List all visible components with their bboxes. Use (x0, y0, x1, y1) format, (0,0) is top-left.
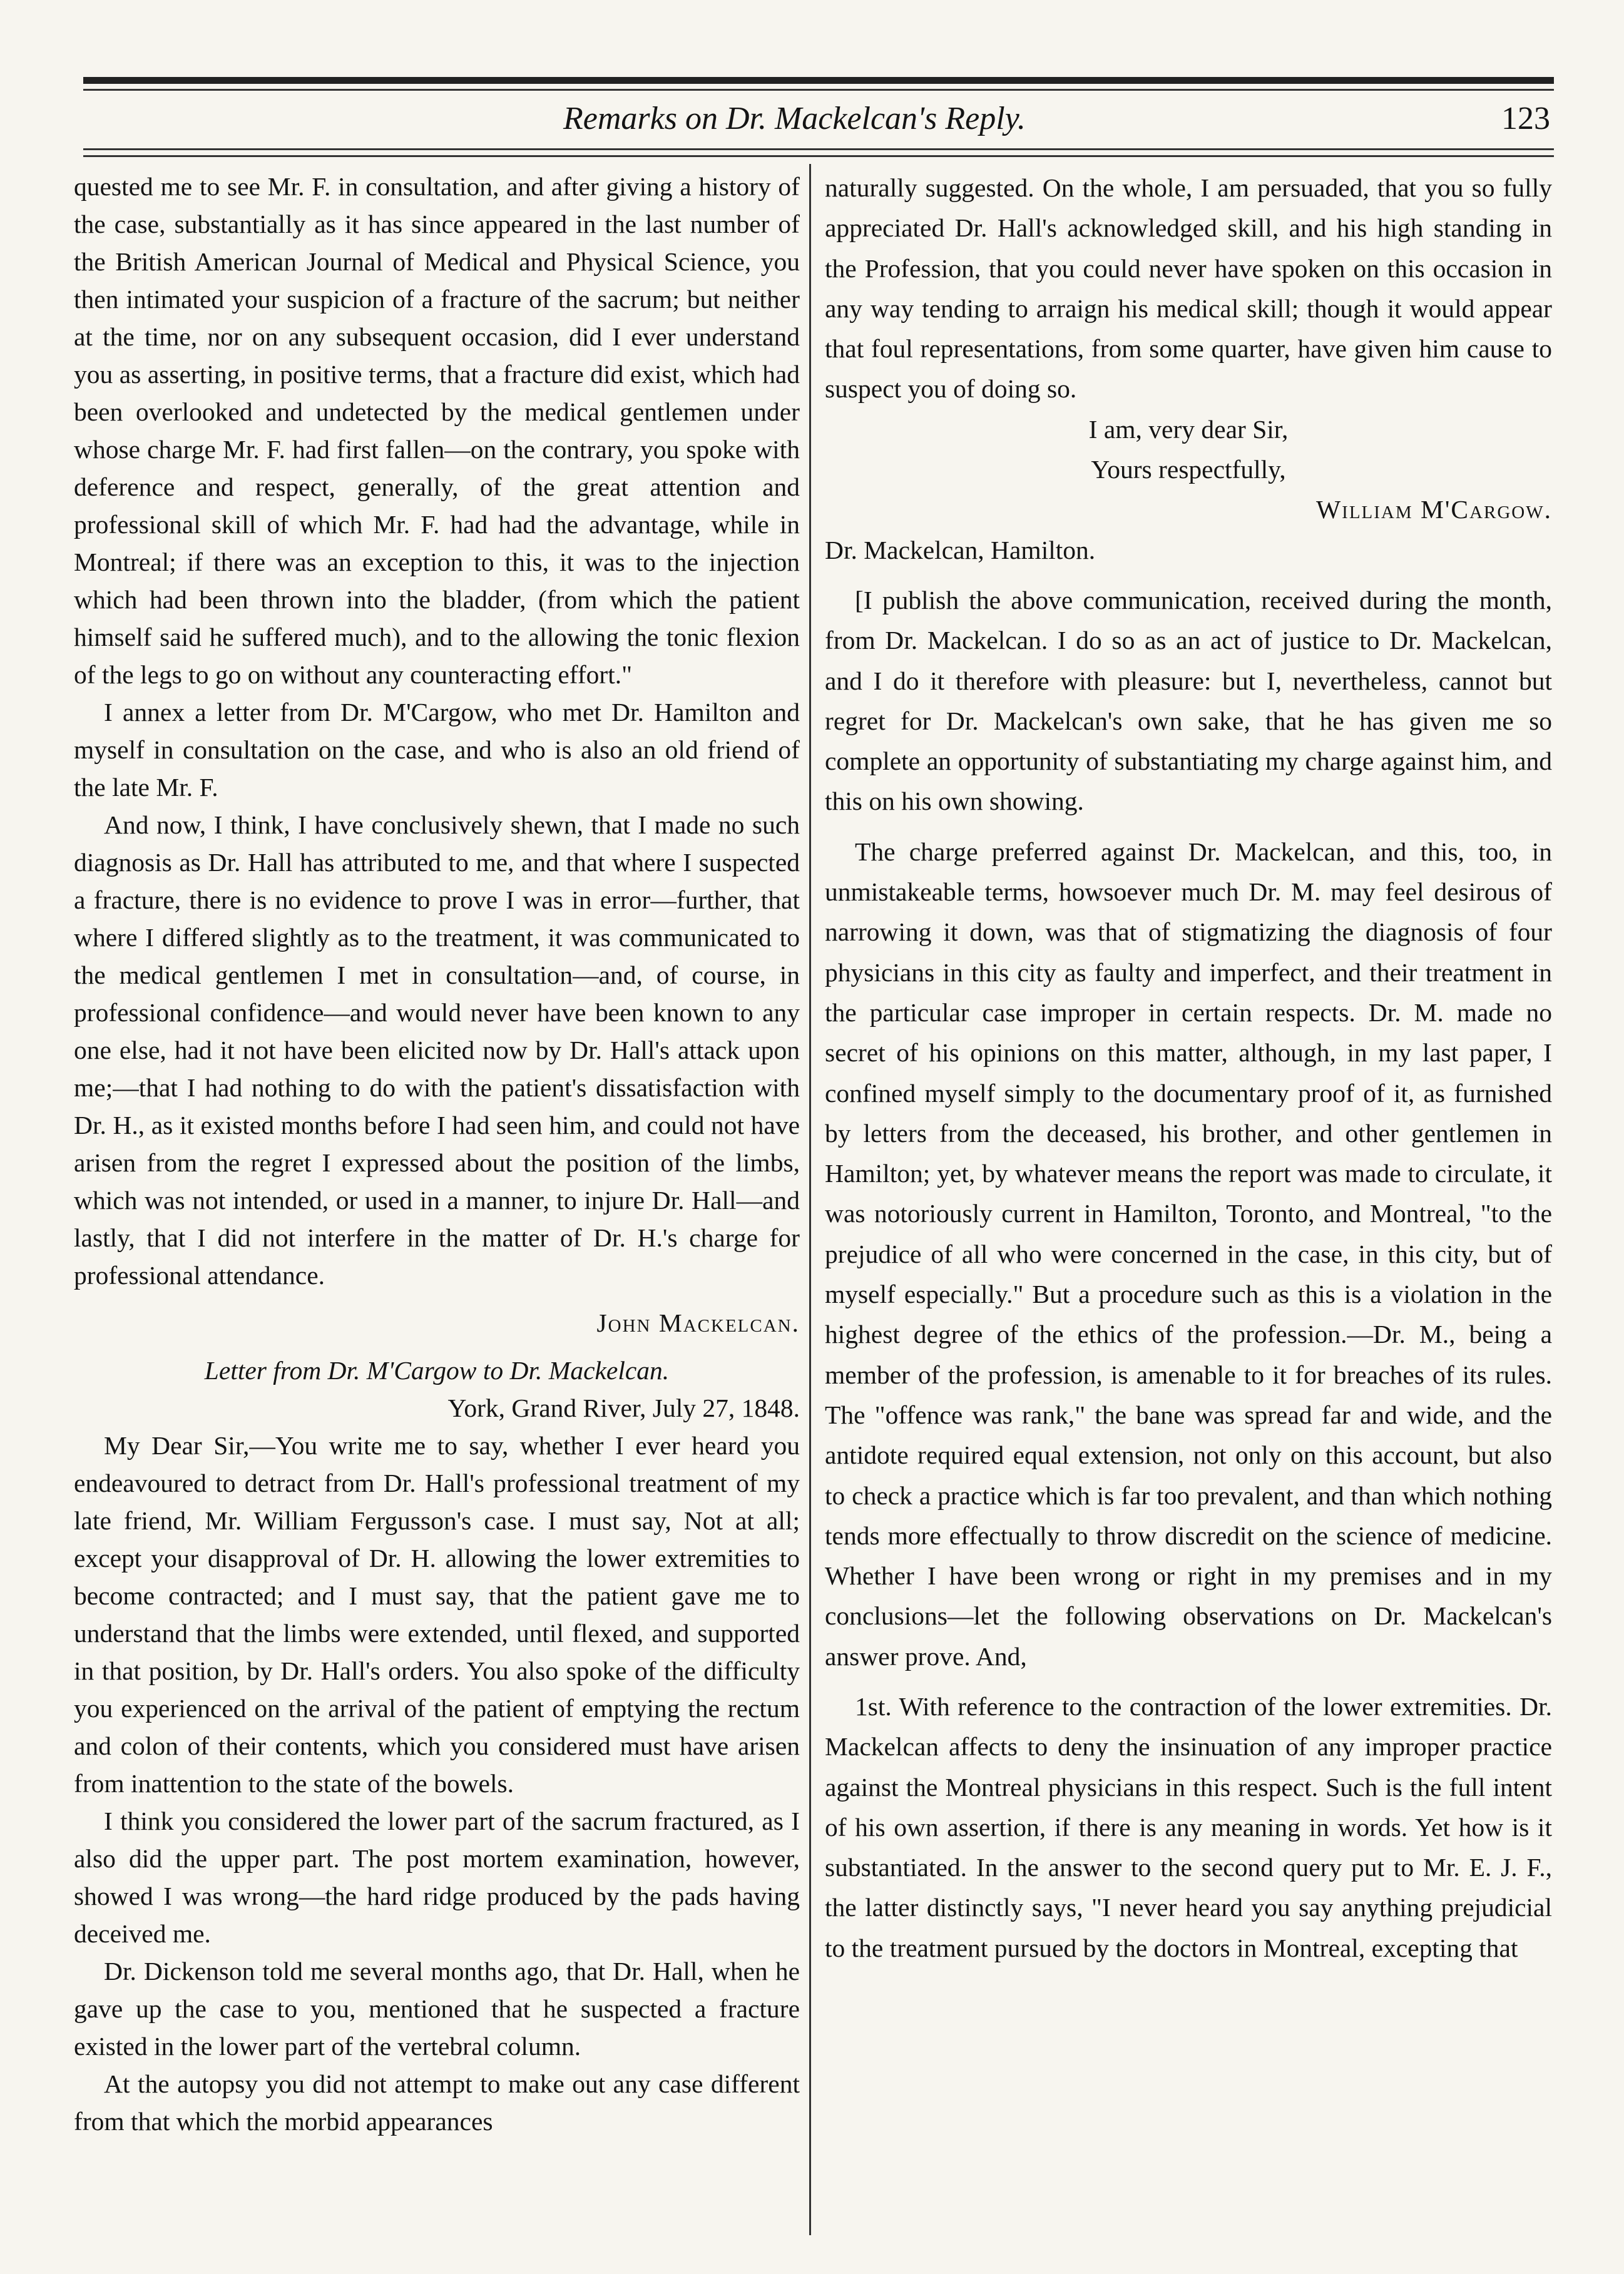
running-header (0, 94, 1624, 144)
paragraph: I annex a letter from Dr. M'Cargow, who met Dr. Hamilton and myself in consultation on the case, and who is also an old friend of the late Mr. F. (74, 698, 800, 802)
paragraph: At the autopsy you did not attempt to make out any case different from that which the morbid appearances (74, 2069, 800, 2136)
signature-mccargow: William M'Cargow. (1316, 495, 1552, 524)
paragraph: naturally suggested. On the whole, I am persuaded, that you so fully appreciated Dr. Hall's acknowledged skill, and his high standing in the Profession, that you could never have spoken on this occasion in any way tending to arraign his medical skill; though it would appear that foul representations, from some quarter, have given him cause to suspect you of doing so. (825, 173, 1552, 404)
header-rule-bottom-second (83, 155, 1554, 157)
letter-heading: Letter from Dr. M'Cargow to Dr. Mackelcan. (204, 1356, 670, 1385)
left-column (74, 168, 800, 2245)
closing-line: I am, very dear Sir, (1088, 414, 1289, 444)
header-rule-top (83, 77, 1554, 84)
column-divider (809, 164, 811, 2235)
letter-dateline: York, Grand River, July 27, 1848. (447, 1394, 800, 1422)
header-rule-bottom (83, 148, 1554, 150)
closing-line: Yours respectfully, (1091, 455, 1286, 484)
paragraph: Dr. Dickenson told me several months ago, that Dr. Hall, when he gave up the case to you, mentioned that he suspected a fracture existed in the lower part of the vertebral column. (74, 1957, 800, 2061)
paragraph: And now, I think, I have conclusively shewn, that I made no such diagnosis as Dr. Hall has attributed to me, and that where I suspected a fracture, there is no evidence to prove I was in error—further, that where I differed slightly as to the treatment, it was communicated to the medical gentlemen I met in consultation—and, of course, in professional confidence—and would never have been known to any one else, had it not have been elicited now by Dr. Hall's attack upon me;—that I had nothing to do with the patient's dissatisfaction with Dr. H., as it existed months before I had seen him, and could not have arisen from the regret I expressed about the position of the limbs, which was not intended, or used in a manner, to injure Dr. Hall—and lastly, that I did not interfere in the matter of Dr. H.'s charge for professional attendance. (74, 810, 800, 1290)
paragraph: I think you considered the lower part of the sacrum fractured, as I also did the upper part. The post mortem examination, however, showed I was wrong—the hard ridge produced by the pads having deceived me. (74, 1807, 800, 1948)
paragraph: My Dear Sir,—You write me to say, whether I ever heard you endeavoured to detract from Dr. Hall's professional treatment of my late friend, Mr. William Fergusson's case. I must say, Not at all; except your disapproval of Dr. H. allowing the lower extremities to become contracted; and I must say, that the patient gave me to understand that the limbs were extended, until flexed, and supported in that position, by Dr. Hall's orders. You also spoke of the difficulty you experienced on the arrival of the patient of emptying the rectum and colon of their contents, which you considered must have arisen from inattention to the state of the bowels. (74, 1431, 800, 1798)
running-title: Remarks on Dr. Mackelcan's Reply. (563, 101, 1026, 136)
right-column (825, 168, 1552, 2245)
paragraph: quested me to see Mr. F. in consultation, and after giving a history of the case, substantially as it has since appeared in the last number of the British American Journal of Medical and Physical Science, you then intimated your suspicion of a fracture of the sacrum; but neither at the time, nor on any subsequent occasion, did I ever understand you as asserting, in positive terms, that a fracture did exist, which had been overlooked and undetected by the medical gentlemen under whose charge Mr. F. had first fallen—on the contrary, you spoke with deference and respect, generally, of the great attention and professional skill of which Mr. F. had had the advantage, while in Montreal; if there was an exception to this, it was to the injection which had been thrown into the bladder, (from which the patient himself said he suffered much), and to the allowing the tonic flexion of the legs to go on without any counteracting effort." (74, 172, 800, 689)
signature-mackelcan: John Mackelcan. (596, 1308, 800, 1337)
paragraph: 1st. With reference to the contraction of the lower extremities. Dr. Mackelcan affects to deny the insinuation of any improper practice against the Montreal physicians in this respect. Such is the full intent of his own assertion, if there is any meaning in words. Yet how is it substantiated. In the answer to the second query put to Mr. E. J. F., the latter distinctly says, "I never heard you say anything prejudicial to the treatment pursued by the doctors in Montreal, excepting that (825, 1691, 1552, 1962)
page-number: 123 (1501, 101, 1550, 136)
addressee: Dr. Mackelcan, Hamilton. (825, 535, 1096, 564)
header-rule-top-thin (83, 89, 1554, 91)
paragraph: [I publish the above communication, received during the month, from Dr. Mackelcan. I do so as an act of justice to Dr. Mackelcan, and I do it therefore with pleasure: but I, nevertheless, cannot but regret for Dr. Mackelcan's own sake, that he has given me so complete an opportunity of substantiating my charge against him, and this on his own showing. (825, 585, 1552, 816)
paragraph: The charge preferred against Dr. Mackelcan, and this, too, in unmistakeable terms, howsoever much Dr. M. may feel desirous of narrowing it down, was that of stigmatizing the diagnosis of four physicians in this city as faulty and imperfect, and their treatment in the particular case improper in certain respects. Dr. M. made no secret of his opinions on this matter, although, in my last paper, I confined myself simply to the documentary proof of it, as furnished by letters from the deceased, his brother, and other gentlemen in Hamilton; yet, by whatever means the report was made to circulate, it was notoriously current in Hamilton, Toronto, and Montreal, "to the prejudice of all who were concerned in the case, in this city, but of myself especially." But a procedure such as this is a violation in the highest degree of the ethics of the profession.—Dr. M., being a member of the profession, is amenable to it for breaches of its rules. The "offence was rank," the bane was spread far and wide, and the antidote required equal extension, not only on this account, but also to check a practice which is far too prevalent, and than which nothing tends more effectually to throw discredit on the science of medicine. Whether I have been wrong or right in my premises and in my conclusions—let the following observations on Dr. Mackelcan's answer prove. And, (825, 837, 1552, 1671)
